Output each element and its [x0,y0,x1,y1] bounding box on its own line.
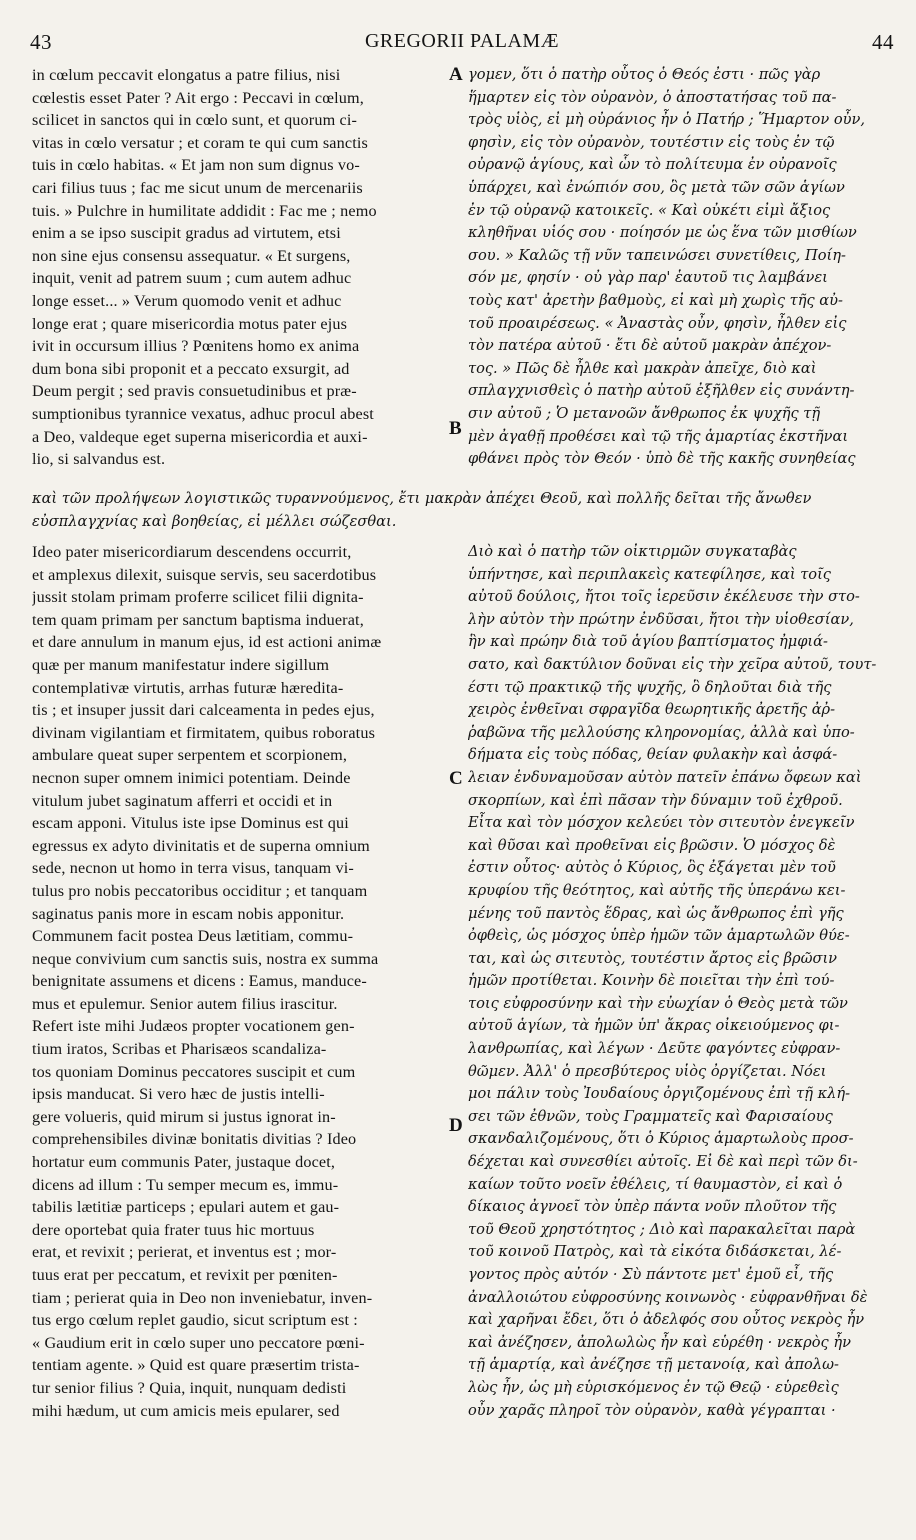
text-line: έστι τῷ πρακτικῷ τῆς ψυχῆς, ὃ δηλοῦται διὰ τῆς [468,678,832,696]
section-marker-d: D [449,1115,463,1136]
text-line: χειρὸς ἐνθεῖναι σφραγῖδα θεωρητικῆς ἀρετῆς ἀῤ- [468,701,836,719]
text-line: μὲν ἀγαθῇ προθέσει καὶ τῷ τῆς ἁμαρτίας ἐκστῆναι [468,427,849,445]
text-line: escam apponi. Vitulus iste ipse Dominus est qui [32,814,349,833]
text-line: in cœlum peccavit elongatus a patre filius, nisi [32,66,341,84]
text-line: ὀφθεὶς, ὡς μόσχος ὑπὲρ ἡμῶν τῶν ἁμαρτωλῶν θύε- [468,927,850,945]
text-line: lio, si salvandus est. [32,450,166,469]
text-line: tabilis lætitiæ particeps ; epulari autem et gau- [32,1198,340,1217]
latin-column-main [32,541,446,1422]
text-line: φθάνει πρὸς τὸν Θεόν · ὑπὸ δὲ τῆς κακῆς συνηθείας [468,450,856,468]
text-line: sede, necnon ut homo in terra visus, tanquam vi- [32,859,354,878]
running-header [30,30,894,60]
text-line: dum bona sibi proponit et a peccato exsurgit, ad [32,359,350,378]
greek-fullwidth-continuation [32,488,892,533]
text-line: σει τῶν ἐθνῶν, τοὺς Γραμματεῖς καὶ Φαρισαίους [468,1107,833,1125]
text-line: scilicet in sanctos qui in cœlo sunt, et quorum ci- [32,111,358,130]
greek-column-main [468,541,892,1422]
text-line: non sine ejus consensu assequatur. « Et surgens, [32,246,351,265]
text-line: tur senior filius ? Quia, inquit, nunquam dedisti [32,1378,347,1397]
page-number-right: 44 [872,30,894,54]
text-line: longe erat ; quare misericordia motus pater ejus [32,314,348,333]
text-line: Εἶτα καὶ τὸν μόσχον κελεύει τὸν σιτευτὸν ἐνεγκεῖν [468,814,855,832]
text-line: cœlestis esset Pater ? Ait ergo : Peccavi in cœlum, [32,88,364,107]
text-line: Communem facit postea Deus lætitiam, commu- [32,927,354,946]
text-line: τοῦ Θεοῦ χρηστότητος ; Διὸ καὶ παρακαλεῖται παρὰ [468,1220,856,1238]
text-line: tuus erat per peccatum, et revixit per pœniten- [32,1266,338,1284]
text-line: τοῦ κοινοῦ Πατρὸς, καὶ τὰ εἰκότα διδάσκεται, λέ- [468,1243,842,1261]
text-line: λειαν ἐνδυναμοῦσαν αὐτὸν πατεῖν ἐπάνω ὄφεων καὶ [468,768,862,786]
text-line: ὑπήντησε, καὶ περιπλακεὶς κατεφίλησε, καὶ τοῖς [468,565,831,583]
text-line: τὸν πατέρα αὐτοῦ · ἔτι δὲ αὐτοῦ μακρὰν ἀπέχον- [468,337,832,355]
greek-column-top [468,64,892,471]
text-line: ambulare queat super serpentem et scorpionem, [32,746,348,765]
text-line: tis ; et insuper jussit dari calceamenta in pedes ejus, [32,701,375,720]
text-line: τοῦ προαιρέσεως. « Ἀναστὰς οὖν, φησὶν, ἦλθεν εἰς [468,314,847,332]
text-line: τοις εὐφροσύνην καὶ τὴν εὐωχίαν ὁ Θεὸς μετὰ τῶν [468,994,848,1012]
text-line: σόν με, φησίν · οὐ γὰρ παρ' ἑαυτοῦ τις λαμβάνει [468,269,828,287]
text-line: ἀναλλοιώτου εὐφροσύνης κοινωνὸς · εὐφρανθῆναι δὲ [468,1288,868,1306]
text-line: benignitate assumens et dicens : Eamus, manduce- [32,972,367,991]
text-line: Deum pergit ; sed pravis consuetudinibus et præ- [32,382,357,401]
text-line: necnon super omnem inimici potentiam. Deinde [32,768,351,787]
text-line: κρυφίου τῆς θεότητος, καὶ αὐτῆς τῆς ὑπεράνω κει- [468,881,846,899]
text-line: saginatus panis more in escam nobis apponitur. [32,904,345,923]
text-line: divinam vigilantiam et firmitatem, quibus roboratus [32,723,376,742]
text-line: tium iratos, Scribas et Pharisæos scandaliza- [32,1040,327,1059]
text-line: καὶ ἀνέζησεν, ἀπολωλὼς ἦν καὶ εὑρέθη · νεκρὸς ἦν [468,1333,851,1351]
text-line: jussit stolam primam proferre scilicet filii dignita- [32,588,364,607]
text-line: longe esset... » Verum quomodo venit et adhuc [32,291,342,310]
text-line: καὶ χαρῆναι ἔδει, ὅτι ὁ ἀδελφός σου οὗτος νεκρὸς ἦν [468,1311,865,1329]
text-line: ἐν τῷ οὐρανῷ κατοικεῖς. « Καὶ οὐκέτι εἰμὶ ἄξιος [468,201,831,219]
section-marker-b: B [449,418,462,439]
text-line: neque convivium cum sanctis suis, nostra ex summa [32,949,379,968]
text-line: ῥαβῶνα τῆς μελλούσης κληρονομίας, ἀλλὰ καὶ ὑπο- [468,723,855,741]
text-line: ivit in occursum illius ? Pœnitens homo ex anima [32,337,360,356]
text-line: γομεν, ὅτι ὁ πατὴρ οὗτος ὁ Θεός ἐστι · πῶς γὰρ [468,66,821,83]
text-line: καὶ τῶν προλήψεων λογιστικῶς τυραννούμενος, ἔτι μακρὰν ἀπέχει Θεοῦ, καὶ πολλῆς δεῖται τῆς ἄνωθεν [32,490,812,507]
text-line: σατο, καὶ δακτύλιον δοῦναι εἰς τὴν χεῖρα αὐτοῦ, τουτ- [468,655,877,673]
text-line: σου. » Καλῶς τῇ νῦν ταπεινώσει συνετίθεις, Ποίη- [468,246,846,264]
text-line: inquit, venit ad patrem suum ; cum autem adhuc [32,269,352,288]
text-line: contemplativæ virtutis, arrhas futuræ hæredita- [32,678,344,697]
text-line: αὐτοῦ δούλοις, ἤτοι τοῖς ἱερεῦσιν ἐκέλευσε τὴν στο- [468,588,860,606]
text-line: αὐτοῦ ἁγίων, τὰ ἡμῶν ὑπ' ἄκρας οἰκειούμενος φι- [468,1017,840,1035]
text-line: τοὺς κατ' ἀρετὴν βαθμοὺς, εἰ καὶ μὴ χωρὶς τῆς αὐ- [468,291,843,309]
text-line: τῇ ἁμαρτίᾳ, καὶ ἀνέζησε τῇ μετανοίᾳ, καὶ ἀπολω- [468,1356,839,1374]
section-marker-c: C [449,768,463,789]
text-line: cari filius tuus ; fac me sicut unum de mercenariis [32,178,363,197]
text-line: φησὶν, εἰς τὸν οὐρανὸν, τουτέστιν εἰς τοὺς ἐν τῷ [468,133,835,151]
page-number-left: 43 [30,30,52,54]
text-line: ipsis manducat. Si vero hæc de justis intelli- [32,1085,325,1104]
text-line: « Gaudium erit in cœlo super uno peccatore pœni- [32,1333,365,1352]
text-line: εὐσπλαγχνίας καὶ βοηθείας, εἰ μέλλει σώζεσθαι. [32,512,397,530]
text-line: tuis in cœlo habitas. « Et jam non sum dignus vo- [32,156,360,175]
text-line: Refert iste mihi Judæos propter vocationem gen- [32,1017,355,1036]
text-line: tus ergo cœlum replet gaudio, sicut scriptum est : [32,1311,358,1330]
text-line: et dare annulum in manum ejus, id est actioni animæ [32,633,382,652]
text-line: et amplexus dilexit, suisque servis, seu sacerdotibus [32,565,377,584]
text-line: δέχεται καὶ συνεσθίει αὐτοῖς. Εἰ δὲ καὶ περὶ τῶν δι- [468,1153,858,1171]
text-line: καίων τοῦτο νοεῖν ἐθέλεις, τί θαυμαστὸν, εἰ καὶ ὁ [468,1175,843,1193]
text-line: sumptionibus tyrannice vexatus, adhuc procul abest [32,404,374,423]
text-line: οὐρανῷ ἁγίους, καὶ ὧν τὸ πολίτευμα ἐν οὐρανοῖς [468,156,837,174]
text-line: ἡμῶν προτίθεται. Κοινὴν δὲ ποιεῖται τὴν ἐπὶ τού- [468,972,835,990]
text-line: ὑπάρχει, καὶ ἐνώπιόν σου, ὃς μετὰ τῶν σῶν ἁγίων [468,178,845,196]
text-line: vitas in cœlo versatur ; et coram te qui cum sanctis [32,133,368,152]
text-line: σκορπίων, καὶ ἐπὶ πᾶσαν τὴν δύναμιν τοῦ ἐχθροῦ. [468,791,843,809]
text-line: δήματα εἰς τοὺς πόδας, θείαν φυλακὴν καὶ ἀσφά- [468,746,838,764]
text-line: ἐστιν οὗτος· αὐτὸς ὁ Κύριος, ὃς ἐξάγεται μὲν τοῦ [468,859,836,877]
text-line: σιν αὐτοῦ ; Ὁ μετανοῶν ἄνθρωπος ἐκ ψυχῆς τῇ [468,404,821,422]
text-line: Διὸ καὶ ὁ πατὴρ τῶν οἰκτιρμῶν συγκαταβὰς [468,543,797,560]
text-line: λὴν αὐτὸν τὴν πρώτην ἐνδῦσαι, ἤτοι τὴν υἱοθεσίαν, [468,610,854,628]
text-line: tem quam primam per sanctum baptisma induerat, [32,610,364,629]
text-line: θῶμεν. Ἀλλ' ὁ πρεσβύτερος υἱὸς ὀργίζεται. Νόει [468,1062,827,1080]
text-line: erat, et revixit ; perierat, et inventus est ; mor- [32,1243,337,1262]
text-line: tentiam agente. » Quid est quare præsertim trista- [32,1356,360,1375]
text-line: vitulum jubet saginatum afferri et occidi et in [32,791,333,810]
text-line: mihi hædum, ut cum amicis meis epularer, sed [32,1401,340,1420]
text-line: tos quoniam Dominus peccatores suscipit et cum [32,1062,356,1081]
text-line: γοντος πρὸς αὐτόν · Σὺ πάντοτε μετ' ἐμοῦ εἶ, τῆς [468,1266,834,1283]
text-line: gere volueris, quid mirum si justus ignorat in- [32,1107,336,1126]
text-line: tiam ; perierat quia in Deo non inveniebatur, inven- [32,1288,373,1307]
text-line: dere oportebat quia frater tuus hic mortuus [32,1220,315,1239]
text-line: ἣν καὶ πρώην διὰ τοῦ ἁγίου βαπτίσματος ἠμφιά- [468,633,828,651]
text-line: οὖν χαρᾶς πληροῖ τὸν οὐρανὸν, καθὰ γέγραπται · [468,1401,836,1419]
text-line: tulus pro nobis peccatoribus occiditur ; et tanquam [32,881,368,900]
latin-column-top [32,64,446,471]
text-line: ται, καὶ ὡς σιτευτὸς, τουτέστιν ἄρτος εἰς βρῶσιν [468,949,838,967]
section-marker-a: A [449,64,463,85]
text-line: λανθρωπίας, καὶ λέγων · Δεῦτε φαγόντες εὐφραν- [468,1040,841,1058]
text-line: λὼς ἦν, ὡς μὴ εὑρισκόμενος ἐν τῷ Θεῷ · εὑρεθεὶς [468,1378,839,1396]
text-line: κληθῆναι υἱός σου · ποίησόν με ὡς ἕνα τῶν μισθίων [468,224,857,242]
text-line: enim a se ipso suscipit gradus ad virtutem, etsi [32,224,341,243]
text-line: dicens ad illum : Tu semper mecum es, immu- [32,1175,339,1194]
text-line: egressus ex adyto divinitatis et de superna omnium [32,836,370,855]
text-line: σπλαγχνισθεὶς ὁ πατὴρ αὐτοῦ ἐξῆλθεν εἰς συνάντη- [468,382,855,400]
text-line: hortatur eum communis Pater, justaque docet, [32,1153,336,1172]
text-line: μοι πάλιν τοὺς Ἰουδαίους ὀργιζομένους ἐπὶ τῇ κλή- [468,1085,851,1103]
text-line: a Deo, valdeque eget superna misericordia et auxi- [32,427,368,446]
text-line: Ideo pater misericordiarum descendens occurrit, [32,543,352,561]
text-line: καὶ θῦσαι καὶ προθεῖναι εἰς βρῶσιν. Ὁ μόσχος δὲ [468,836,836,854]
text-line: mus et epulemur. Senior autem filius irascitur. [32,994,338,1013]
text-line: ἥμαρτεν εἰς τὸν οὐρανὸν, ὁ ἀποστατήσας τοῦ πα- [468,88,837,106]
running-title: GREGORII PALAMÆ [364,30,559,52]
text-line: τος. » Πῶς δὲ ἦλθε καὶ μακρὰν ἀπεῖχε, διὸ καὶ [468,359,817,377]
text-line: quæ per manum manifestatur indere sigillum [32,655,330,674]
text-line: δίκαιος ἀγνοεῖ τὸν ὑπὲρ πάντα νοῦν πλοῦτον τῆς [468,1198,837,1216]
text-line: μένης τοῦ παντὸς ἕδρας, καὶ ὡς ἄνθρωπος ἐπὶ γῆς [468,904,844,922]
text-line: tuis. » Pulchre in humilitate addidit : Fac me ; nemo [32,201,377,220]
text-line: σκανδαλιζομένους, ὅτι ὁ Κύριος ἁμαρτωλοὺς προσ- [468,1130,854,1148]
text-line: comprehensibiles divinæ bonitatis divitias ? Ideo [32,1130,357,1149]
text-line: τρὸς υἱὸς, εἰ μὴ οὐράνιος ἦν ὁ Πατήρ ; Ἥμαρτον οὖν, [468,111,865,129]
